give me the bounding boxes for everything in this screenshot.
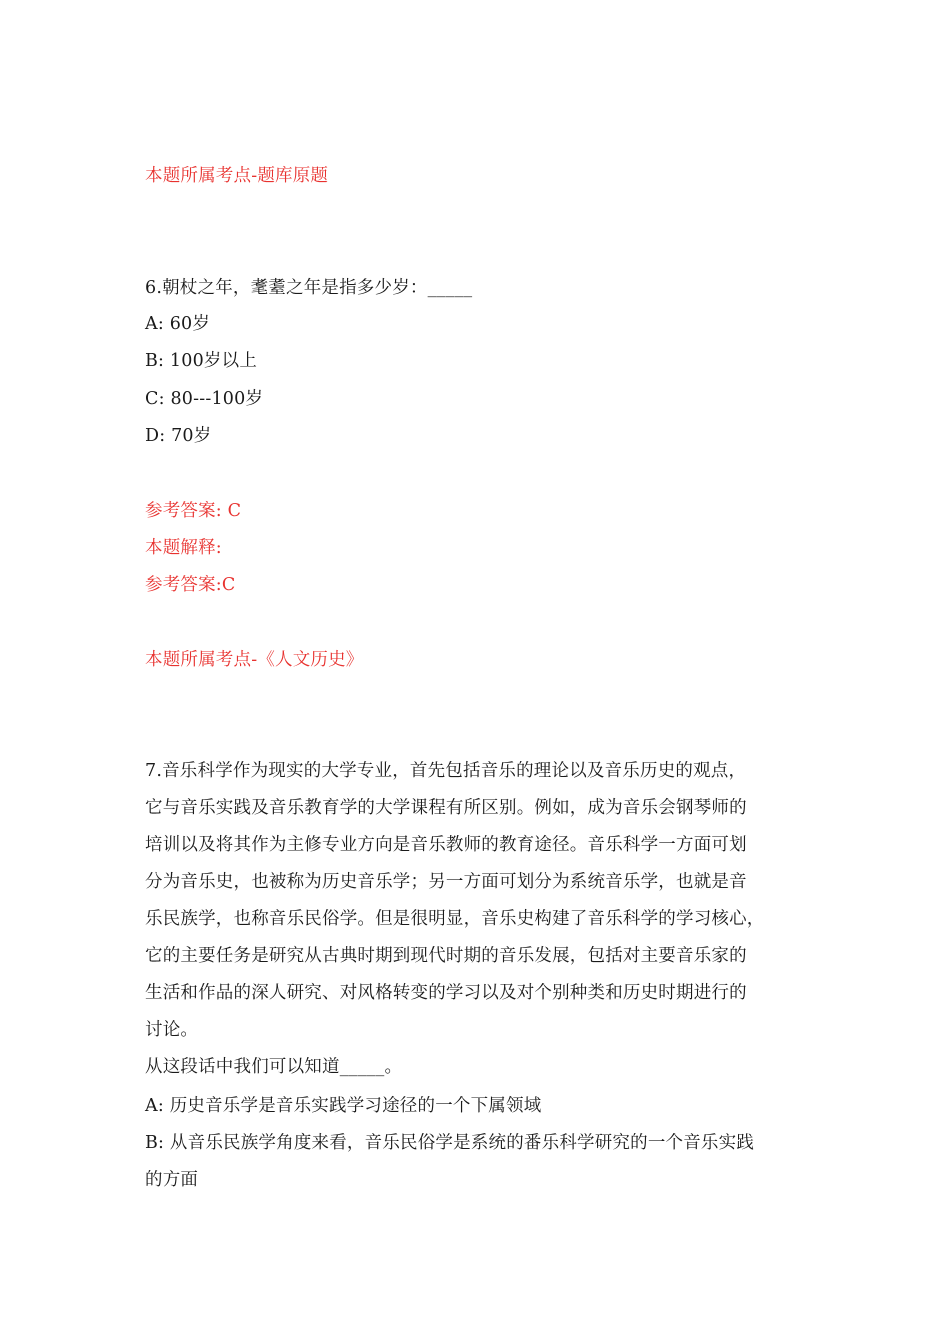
- question-7-stem-line-2: 它与音乐实践及音乐教育学的大学课程有所区别。例如，成为音乐会钢琴师的: [145, 798, 747, 818]
- question-7-stem-line-4: 分为音乐史，也被称为历史音乐学；另一方面可划分为系统音乐学，也就是音: [145, 872, 747, 892]
- question-6-topic-label: 本题所属考点-《人文历史》: [145, 650, 364, 670]
- question-6-stem: 6.朝杖之年，耄耋之年是指多少岁：_____: [145, 278, 473, 298]
- question-7-stem-line-1: 7.音乐科学作为现实的大学专业，首先包括音乐的理论以及音乐历史的观点，: [145, 761, 747, 781]
- question-7-option-b-line-2: 的方面: [145, 1170, 199, 1190]
- question-6-option-a: A: 60岁: [145, 314, 211, 334]
- question-6-option-d: D: 70岁: [145, 426, 212, 446]
- question-7-stem-line-5: 乐民族学，也称音乐民俗学。但是很明显，音乐史构建了音乐科学的学习核心，: [145, 909, 765, 929]
- question-6-option-c: C: 80---100岁: [145, 389, 264, 409]
- question-7-stem-line-6: 它的主要任务是研究从古典时期到现代时期的音乐发展，包括对主要音乐家的: [145, 946, 747, 966]
- question-7-prompt: 从这段话中我们可以知道_____。: [145, 1057, 403, 1077]
- question-7-stem-line-3: 培训以及将其作为主修专业方向是音乐教师的教育途径。音乐科学一方面可划: [145, 835, 747, 855]
- question-7-option-b-line-1: B: 从音乐民族学角度来看，音乐民俗学是系统的番乐科学研究的一个音乐实践: [145, 1133, 755, 1153]
- question-6-explanation-label: 本题解释:: [145, 538, 222, 558]
- topic-label-top: 本题所属考点-题库原题: [145, 166, 329, 186]
- question-6-answer: 参考答案: C: [145, 501, 242, 521]
- question-7-stem-line-8: 讨论。: [145, 1020, 199, 1040]
- question-7-option-a: A: 历史音乐学是音乐实践学习途径的一个下属领域: [145, 1096, 542, 1116]
- question-6-option-b: B: 100岁以上: [145, 351, 258, 371]
- question-7-stem-line-7: 生活和作品的深人研究、对风格转变的学习以及对个别种类和历史时期进行的: [145, 983, 747, 1003]
- question-6-answer-repeat: 参考答案:C: [145, 575, 236, 595]
